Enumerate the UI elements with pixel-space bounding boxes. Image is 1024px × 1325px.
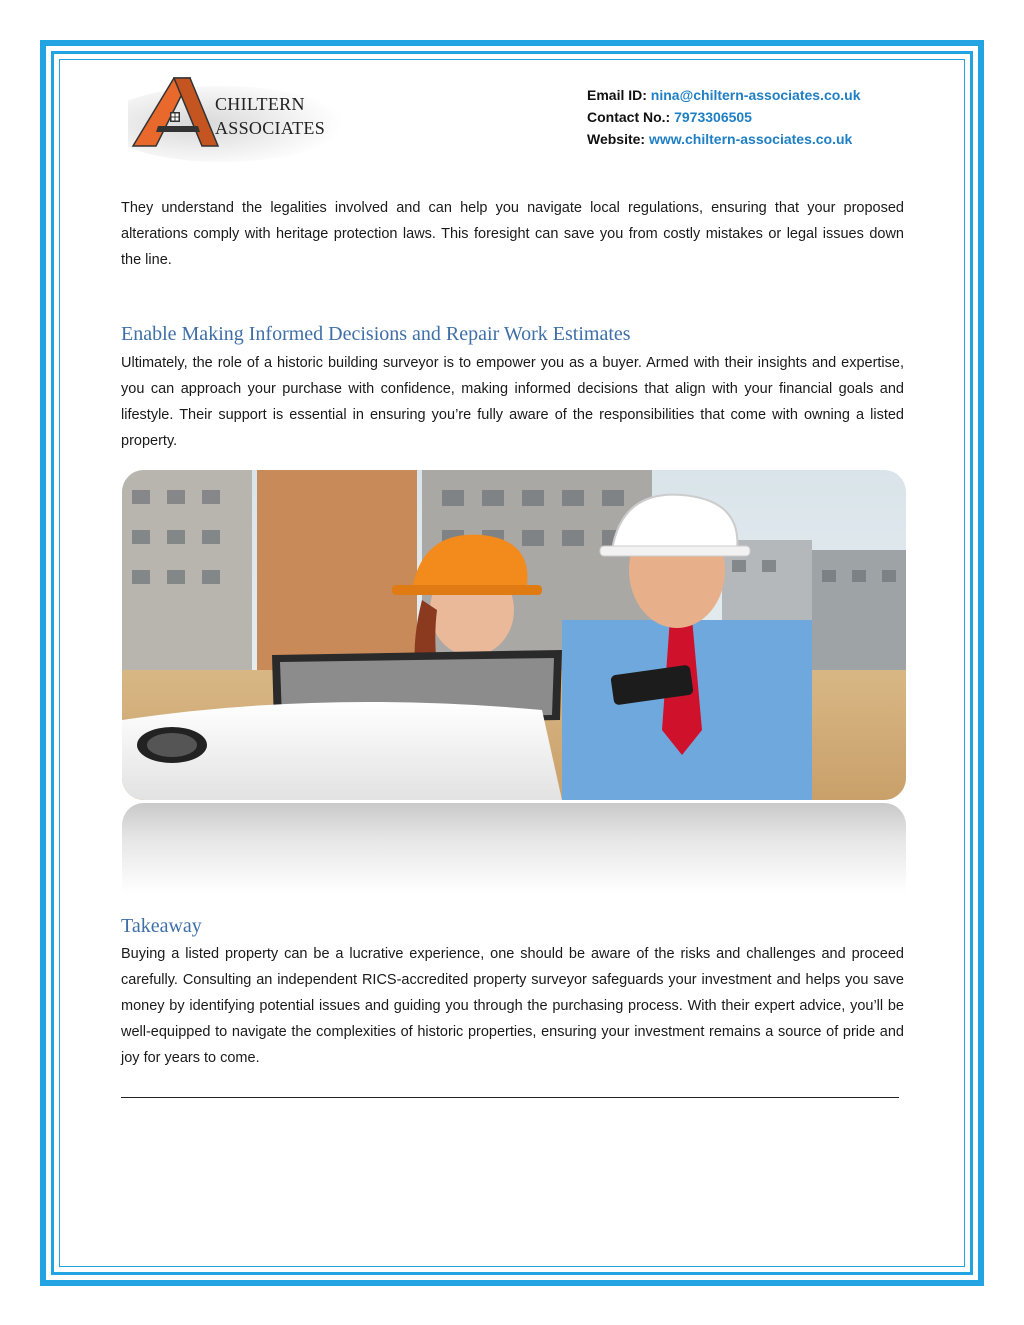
horizontal-divider [121, 1097, 899, 1098]
section-heading-decisions: Enable Making Informed Decisions and Repair Work Estimates [121, 323, 631, 345]
intro-paragraph: They understand the legalities involved and can help you navigate local regulations, ensuring that your proposed alterations comply with heritage protection laws. This foresight can save you from costly mistakes or legal issues down the line. [121, 200, 904, 268]
email-link[interactable]: nina@chiltern-associates.co.uk [650, 87, 861, 103]
construction-site-illustration [122, 470, 906, 800]
email-line [587, 84, 861, 106]
company-name [215, 92, 325, 140]
contact-block [587, 84, 861, 150]
phone-label: Contact No.: [587, 109, 671, 125]
phone-link[interactable]: 7973306505 [674, 109, 752, 125]
website-link[interactable]: www.chiltern-associates.co.uk [648, 131, 853, 147]
email-label: Email ID: [587, 87, 647, 103]
company-name-line1: CHILTERN [215, 94, 305, 114]
company-name-line2: ASSOCIATES [215, 118, 326, 138]
section-body-decisions: Ultimately, the role of a historic building surveyor is to empower you as a buyer. Armed with their insights and expertise, you can approach your purchase with confidence, making informed decisions that align with your financial goals and lifestyle. Their support is essential in ensuring you’re fully aware of the responsibilities that come with owning a listed property. [121, 355, 904, 449]
surveyors-photo [122, 470, 906, 800]
website-line [587, 128, 861, 150]
section-heading-takeaway: Takeaway [121, 915, 202, 937]
photo-reflection [122, 803, 906, 893]
website-label: Website: [587, 131, 646, 147]
phone-line [587, 106, 861, 128]
section-body-takeaway: Buying a listed property can be a lucrative experience, one should be aware of the risks and challenges and proceed carefully. Consulting an independent RICS-accredited property surveyor safeguards your investment and helps you save money by identifying potential issues and guiding you through the purchasing process. With their expert advice, you’ll be well-equipped to navigate the complexities of historic properties, ensuring your investment remains a source of pride and joy for years to come. [121, 946, 904, 1066]
